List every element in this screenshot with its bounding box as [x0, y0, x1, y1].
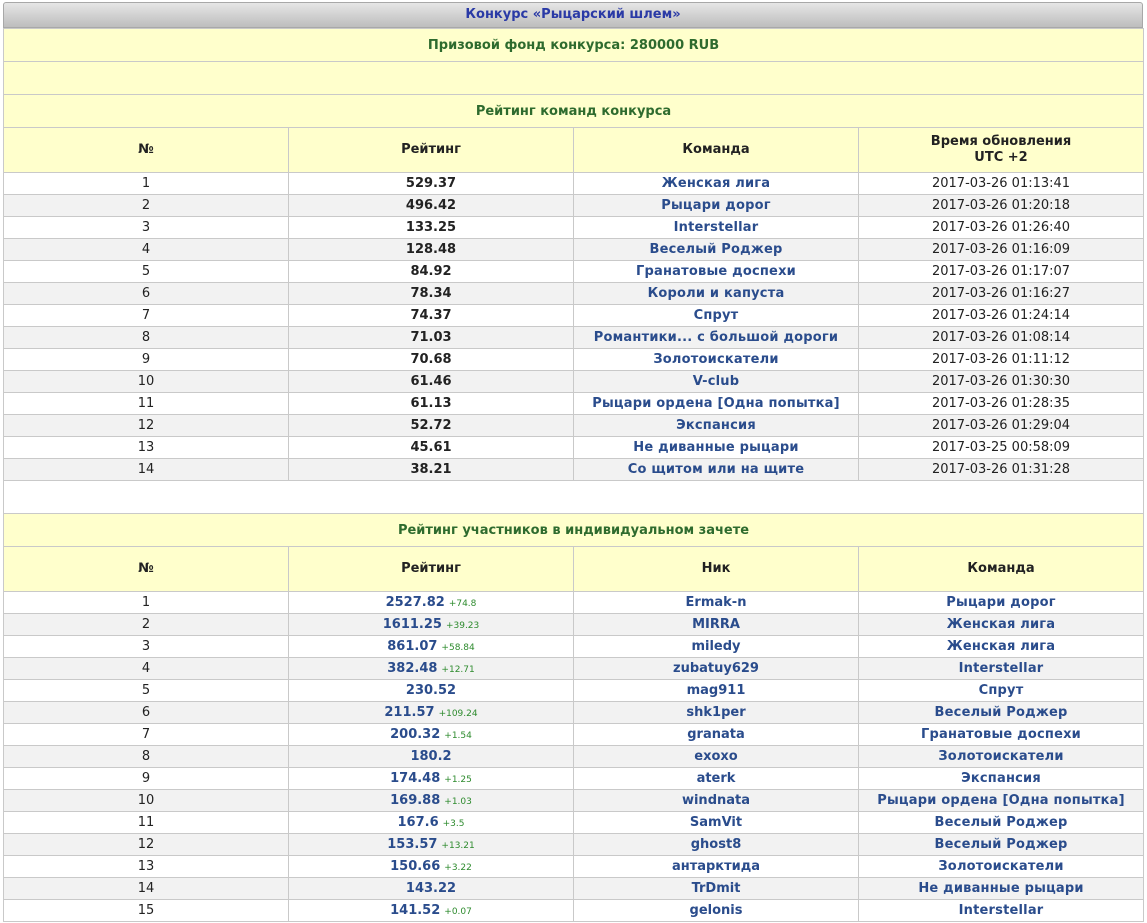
- col-team: Команда: [574, 128, 859, 173]
- nick-cell: [574, 658, 859, 680]
- rank-cell: 8: [4, 327, 289, 349]
- rating-cell: 61.13: [289, 393, 574, 415]
- updated-cell: 2017-03-26 01:26:40: [859, 217, 1144, 239]
- table-row: [4, 812, 1144, 834]
- team-cell: [859, 834, 1144, 856]
- prize-fund: Призовой фонд конкурса: 280000 RUB: [4, 29, 1144, 62]
- nick-cell: [574, 768, 859, 790]
- team-cell: [859, 812, 1144, 834]
- team-link[interactable]: Interstellar: [958, 661, 1044, 676]
- team-link[interactable]: V-club: [692, 374, 740, 389]
- team-link[interactable]: Гранатовые доспехи: [921, 727, 1081, 742]
- team-link[interactable]: Рыцари ордена [Одна попытка]: [592, 396, 840, 411]
- table-row: [4, 415, 1144, 437]
- team-cell: [574, 393, 859, 415]
- rating-cell: 71.03: [289, 327, 574, 349]
- rank-cell: 8: [4, 746, 289, 768]
- player-rating[interactable]: 382.48: [387, 661, 438, 676]
- rank-cell: 11: [4, 812, 289, 834]
- table-row: [4, 173, 1144, 195]
- team-link[interactable]: Рыцари ордена [Одна попытка]: [877, 793, 1125, 808]
- rating-cell: 529.37: [289, 173, 574, 195]
- rank-cell: 14: [4, 459, 289, 481]
- rank-cell: 3: [4, 636, 289, 658]
- team-cell: [574, 239, 859, 261]
- rating-delta: +1.54: [444, 731, 472, 741]
- player-nick-link[interactable]: zubatuy629: [673, 661, 759, 676]
- rating-cell: 52.72: [289, 415, 574, 437]
- team-link[interactable]: Interstellar: [673, 220, 759, 235]
- table-row: [4, 856, 1144, 878]
- table-row: [4, 239, 1144, 261]
- team-cell: [574, 195, 859, 217]
- team-link[interactable]: Женская лига: [946, 639, 1056, 654]
- rating-cell: [289, 812, 574, 834]
- rank-cell: 3: [4, 217, 289, 239]
- team-cell: [859, 658, 1144, 680]
- rank-cell: 5: [4, 680, 289, 702]
- player-rating[interactable]: 174.48: [390, 771, 441, 786]
- rating-cell: [289, 592, 574, 614]
- rank-cell: 12: [4, 415, 289, 437]
- team-cell: [859, 790, 1144, 812]
- rating-cell: [289, 658, 574, 680]
- rank-cell: 13: [4, 856, 289, 878]
- nick-cell: [574, 724, 859, 746]
- updated-cell: 2017-03-25 00:58:09: [859, 437, 1144, 459]
- col-updated-line2: UTC +2: [974, 150, 1028, 165]
- team-cell: [859, 900, 1144, 922]
- team-cell: [574, 217, 859, 239]
- team-cell: [574, 437, 859, 459]
- team-link[interactable]: Романтики... с большой дороги: [593, 330, 839, 345]
- table-row: [4, 746, 1144, 768]
- table-row: [4, 636, 1144, 658]
- players-body: [4, 592, 1144, 922]
- rating-cell: [289, 856, 574, 878]
- rating-cell: 78.34: [289, 283, 574, 305]
- blank-band: [4, 62, 1144, 95]
- team-link[interactable]: Веселый Роджер: [649, 242, 783, 257]
- col-num: №: [4, 128, 289, 173]
- table-row: [4, 592, 1144, 614]
- rating-cell: [289, 702, 574, 724]
- team-link[interactable]: Не диванные рыцари: [918, 881, 1084, 896]
- teams-body: [4, 173, 1144, 481]
- rating-cell: [289, 834, 574, 856]
- rank-cell: 4: [4, 239, 289, 261]
- table-row: [4, 680, 1144, 702]
- player-nick-link[interactable]: SamVit: [689, 815, 743, 830]
- team-cell: [574, 349, 859, 371]
- table-row: [4, 327, 1144, 349]
- team-link[interactable]: Рыцари дорог: [661, 198, 771, 213]
- rank-cell: 10: [4, 371, 289, 393]
- rating-delta: +58.84: [441, 643, 475, 653]
- updated-cell: 2017-03-26 01:16:27: [859, 283, 1144, 305]
- player-rating[interactable]: 167.6: [397, 815, 439, 830]
- contest-panel: [3, 2, 1143, 922]
- team-cell: [859, 702, 1144, 724]
- rank-cell: 1: [4, 173, 289, 195]
- team-link[interactable]: Interstellar: [958, 903, 1044, 918]
- player-nick-link[interactable]: granata: [687, 727, 745, 742]
- team-link[interactable]: Женская лига: [946, 617, 1056, 632]
- nick-cell: [574, 702, 859, 724]
- team-cell: [859, 856, 1144, 878]
- rating-cell: [289, 680, 574, 702]
- team-cell: [574, 371, 859, 393]
- rank-cell: 14: [4, 878, 289, 900]
- col-updated-line1: Время обновления: [930, 134, 1072, 149]
- team-cell: [574, 283, 859, 305]
- rank-cell: 5: [4, 261, 289, 283]
- rank-cell: 9: [4, 349, 289, 371]
- rating-cell: [289, 746, 574, 768]
- rating-cell: 496.42: [289, 195, 574, 217]
- rating-cell: 128.48: [289, 239, 574, 261]
- table-row: [4, 834, 1144, 856]
- team-link[interactable]: Золотоискатели: [938, 859, 1064, 874]
- col-nick: Ник: [574, 547, 859, 592]
- rating-cell: 38.21: [289, 459, 574, 481]
- rank-cell: 2: [4, 614, 289, 636]
- col-rating: Рейтинг: [289, 128, 574, 173]
- updated-cell: 2017-03-26 01:29:04: [859, 415, 1144, 437]
- nick-cell: [574, 636, 859, 658]
- team-cell: [859, 636, 1144, 658]
- rating-cell: [289, 614, 574, 636]
- team-cell: [574, 459, 859, 481]
- section-spacer: [4, 481, 1144, 514]
- player-rating[interactable]: 211.57: [384, 705, 435, 720]
- table-row: [4, 878, 1144, 900]
- rating-cell: 84.92: [289, 261, 574, 283]
- updated-cell: 2017-03-26 01:13:41: [859, 173, 1144, 195]
- nick-cell: [574, 856, 859, 878]
- team-link[interactable]: Веселый Роджер: [934, 815, 1068, 830]
- rank-cell: 12: [4, 834, 289, 856]
- rating-cell: 74.37: [289, 305, 574, 327]
- player-nick-link[interactable]: MIRRA: [692, 617, 740, 632]
- player-rating[interactable]: 230.52: [405, 683, 457, 698]
- player-rating[interactable]: 153.57: [387, 837, 438, 852]
- rating-cell: 45.61: [289, 437, 574, 459]
- table-row: [4, 900, 1144, 922]
- rank-cell: 15: [4, 900, 289, 922]
- updated-cell: 2017-03-26 01:28:35: [859, 393, 1144, 415]
- player-rating[interactable]: 150.66: [390, 859, 441, 874]
- rating-delta: +12.71: [441, 665, 475, 675]
- player-rating[interactable]: 141.52: [390, 903, 441, 918]
- team-link[interactable]: Короли и капуста: [647, 286, 785, 301]
- rank-cell: 7: [4, 305, 289, 327]
- updated-cell: 2017-03-26 01:11:12: [859, 349, 1144, 371]
- nick-cell: [574, 680, 859, 702]
- team-link[interactable]: Веселый Роджер: [934, 837, 1068, 852]
- team-link[interactable]: Экспансия: [961, 771, 1041, 786]
- team-link[interactable]: Гранатовые доспехи: [636, 264, 796, 279]
- col-num: №: [4, 547, 289, 592]
- team-cell: [859, 768, 1144, 790]
- table-row: [4, 437, 1144, 459]
- player-nick-link[interactable]: антарктида: [671, 859, 761, 874]
- team-cell: [574, 327, 859, 349]
- team-cell: [859, 746, 1144, 768]
- player-nick-link[interactable]: ghost8: [690, 837, 742, 852]
- rank-cell: 9: [4, 768, 289, 790]
- rating-cell: [289, 768, 574, 790]
- table-row: [4, 393, 1144, 415]
- team-link[interactable]: Спрут: [693, 308, 739, 323]
- teams-heading: Рейтинг команд конкурса: [4, 95, 1144, 128]
- team-cell: [859, 878, 1144, 900]
- team-link[interactable]: Экспансия: [676, 418, 756, 433]
- team-cell: [859, 724, 1144, 746]
- player-nick-link[interactable]: miledy: [691, 639, 741, 654]
- table-row: [4, 724, 1144, 746]
- player-rating[interactable]: 180.2: [410, 749, 452, 764]
- rating-delta: +3.5: [442, 819, 465, 829]
- rating-delta: +13.21: [441, 841, 475, 851]
- rank-cell: 6: [4, 702, 289, 724]
- nick-cell: [574, 746, 859, 768]
- team-link[interactable]: Золотоискатели: [653, 352, 779, 367]
- table-row: [4, 283, 1144, 305]
- rating-delta: +1.25: [444, 775, 472, 785]
- team-link[interactable]: Рыцари дорог: [946, 595, 1056, 610]
- team-cell: [859, 680, 1144, 702]
- rank-cell: 4: [4, 658, 289, 680]
- table-row: [4, 702, 1144, 724]
- team-link[interactable]: Спрут: [978, 683, 1024, 698]
- players-heading: Рейтинг участников в индивидуальном зачете: [4, 514, 1144, 547]
- rating-delta: +109.24: [438, 709, 478, 719]
- table-row: [4, 217, 1144, 239]
- col-updated: [859, 128, 1144, 173]
- updated-cell: 2017-03-26 01:24:14: [859, 305, 1144, 327]
- table-row: [4, 195, 1144, 217]
- player-nick-link[interactable]: aterk: [696, 771, 736, 786]
- nick-cell: [574, 614, 859, 636]
- contest-table: [3, 28, 1144, 922]
- rating-cell: [289, 878, 574, 900]
- rating-cell: [289, 636, 574, 658]
- rating-delta: +74.8: [448, 599, 477, 609]
- rank-cell: 1: [4, 592, 289, 614]
- table-row: [4, 658, 1144, 680]
- rating-cell: [289, 724, 574, 746]
- rating-cell: [289, 900, 574, 922]
- col-rating: Рейтинг: [289, 547, 574, 592]
- nick-cell: [574, 790, 859, 812]
- team-link[interactable]: Женская лига: [661, 176, 771, 191]
- nick-cell: [574, 812, 859, 834]
- player-rating[interactable]: 143.22: [405, 881, 457, 896]
- table-row: [4, 614, 1144, 636]
- updated-cell: 2017-03-26 01:20:18: [859, 195, 1144, 217]
- rating-cell: [289, 790, 574, 812]
- team-link[interactable]: Со щитом или на щите: [627, 462, 805, 477]
- updated-cell: 2017-03-26 01:30:30: [859, 371, 1144, 393]
- col-team: Команда: [859, 547, 1144, 592]
- rank-cell: 7: [4, 724, 289, 746]
- nick-cell: [574, 878, 859, 900]
- team-cell: [574, 305, 859, 327]
- rank-cell: 13: [4, 437, 289, 459]
- player-rating[interactable]: 861.07: [387, 639, 438, 654]
- updated-cell: 2017-03-26 01:16:09: [859, 239, 1144, 261]
- team-link[interactable]: Веселый Роджер: [934, 705, 1068, 720]
- table-row: [4, 305, 1144, 327]
- rating-delta: +3.22: [444, 863, 472, 873]
- team-cell: [574, 415, 859, 437]
- nick-cell: [574, 834, 859, 856]
- team-cell: [859, 614, 1144, 636]
- table-row: [4, 768, 1144, 790]
- team-link[interactable]: Не диванные рыцари: [633, 440, 799, 455]
- player-nick-link[interactable]: windnata: [681, 793, 751, 808]
- team-link[interactable]: Золотоискатели: [938, 749, 1064, 764]
- player-nick-link[interactable]: gelonis: [689, 903, 743, 918]
- player-rating[interactable]: 169.88: [390, 793, 441, 808]
- rank-cell: 6: [4, 283, 289, 305]
- rank-cell: 2: [4, 195, 289, 217]
- player-nick-link[interactable]: exoxo: [694, 749, 738, 764]
- nick-cell: [574, 592, 859, 614]
- rating-cell: 133.25: [289, 217, 574, 239]
- team-cell: [859, 592, 1144, 614]
- updated-cell: 2017-03-26 01:17:07: [859, 261, 1144, 283]
- table-row: [4, 349, 1144, 371]
- player-rating[interactable]: 2527.82: [385, 595, 445, 610]
- team-cell: [574, 261, 859, 283]
- rating-delta: +1.03: [444, 797, 472, 807]
- rating-delta: +0.07: [444, 907, 472, 917]
- player-nick-link[interactable]: shk1per: [686, 705, 746, 720]
- rating-cell: 70.68: [289, 349, 574, 371]
- nick-cell: [574, 900, 859, 922]
- player-rating[interactable]: 1611.25: [382, 617, 442, 632]
- updated-cell: 2017-03-26 01:31:28: [859, 459, 1144, 481]
- team-cell: [574, 173, 859, 195]
- rank-cell: 10: [4, 790, 289, 812]
- rating-delta: +39.23: [445, 621, 480, 631]
- updated-cell: 2017-03-26 01:08:14: [859, 327, 1144, 349]
- player-nick-link[interactable]: TrDmit: [691, 881, 741, 896]
- table-row: [4, 261, 1144, 283]
- player-nick-link[interactable]: mag911: [686, 683, 746, 698]
- table-row: [4, 371, 1144, 393]
- rank-cell: 11: [4, 393, 289, 415]
- table-row: [4, 459, 1144, 481]
- player-nick-link[interactable]: Ermak-n: [685, 595, 747, 610]
- table-row: [4, 790, 1144, 812]
- rating-cell: 61.46: [289, 371, 574, 393]
- player-rating[interactable]: 200.32: [390, 727, 441, 742]
- contest-title: Конкурс «Рыцарский шлем»: [3, 2, 1143, 28]
